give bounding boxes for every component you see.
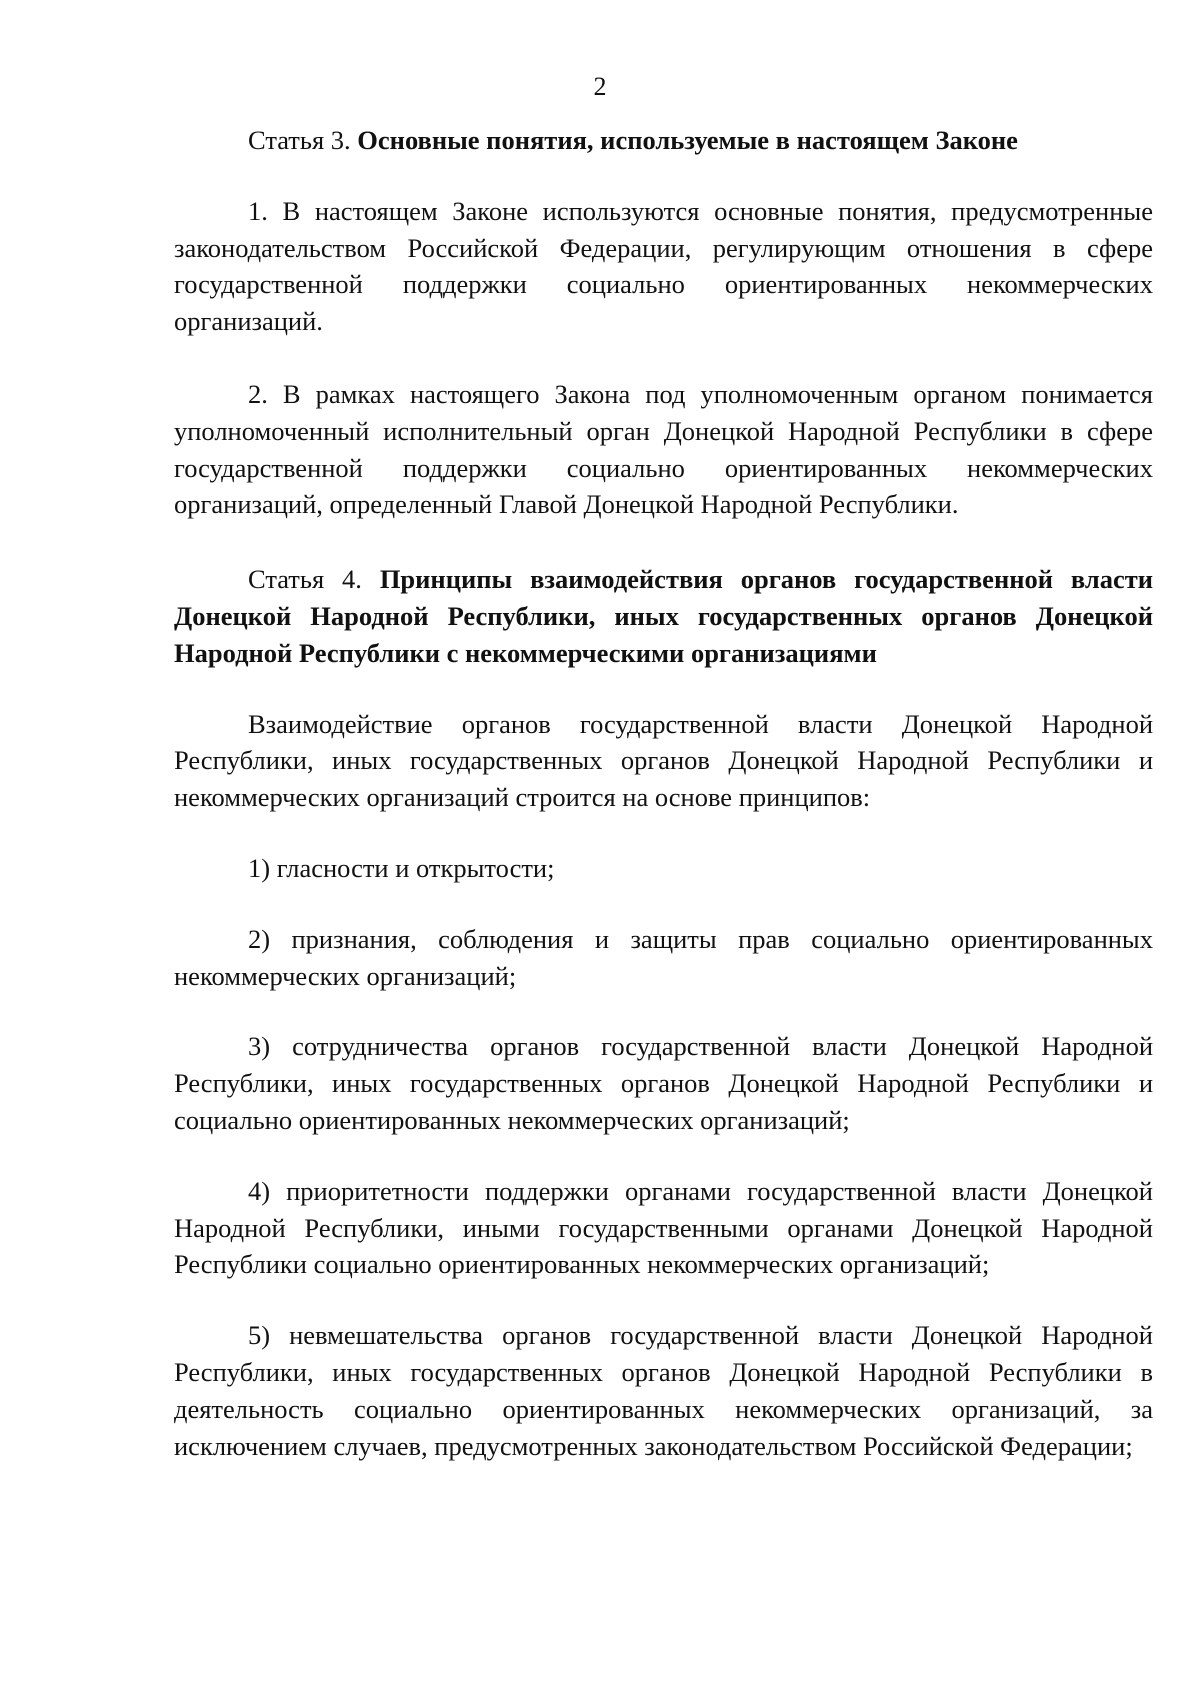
- article-3-paragraph-1: 1. В настоящем Законе используются основные понятия, предусмотренные законодательством Российской Федерации, регулирующим отношения в сфере государственной поддержки социально ориентированных некоммерческих организаций.: [174, 195, 1153, 337]
- list-item-5: 5) невмешательства органов государственной власти Донецкой Народной Республики, иных государственных органов Донецкой Народной Республики в деятельность социально ориентированных некоммерческих организаций, за исключением случаев, предусмотренных законодательством Российской Федерации;: [174, 1320, 1153, 1461]
- article-4-prefix: Статья 4.: [248, 564, 362, 595]
- list-item-4: 4) приоритетности поддержки органами государственной власти Донецкой Народной Республики, иными государственными органами Донецкой Народной Республики социально ориентированных некоммерческих организаций;: [174, 1175, 1153, 1280]
- article-3-paragraph-2: 2. В рамках настоящего Закона под уполномоченным органом понимается уполномоченный исполнительный орган Донецкой Народной Республики в сфере государственной поддержки социально ориентированных некоммерческих организаций, определенный Главой Донецкой Народной Республики.: [174, 378, 1153, 520]
- article-4-title: Принципы взаимодействия органов государственной власти Донецкой Народной Республики, иных государственных органов Донецкой Народной Республики с некоммерческими организациями: [174, 564, 1154, 668]
- list-item-3: 3) сотрудничества органов государственной власти Донецкой Народной Республики, иных государственных органов Донецкой Народной Республики и социально ориентированных некоммерческих организаций;: [174, 1031, 1153, 1135]
- list-item-1: 1) гласности и открытости;: [248, 852, 555, 883]
- article-4-intro: Взаимодействие органов государственной власти Донецкой Народной Республики, иных государственных органов Донецкой Народной Республики и некоммерческих организаций строится на основе принципов:: [174, 708, 1153, 813]
- article-4-heading: [174, 561, 1153, 671]
- article-3-prefix: Статья 3.: [248, 125, 351, 155]
- list-item-2: 2) признания, соблюдения и защиты прав социально ориентированных некоммерческих организаций;: [174, 923, 1153, 991]
- article-3-title: Основные понятия, используемые в настоящем Законе: [357, 125, 1018, 155]
- document-body: [174, 122, 1153, 1464]
- page-number: 2: [593, 72, 607, 101]
- article-3-heading: [174, 122, 1153, 159]
